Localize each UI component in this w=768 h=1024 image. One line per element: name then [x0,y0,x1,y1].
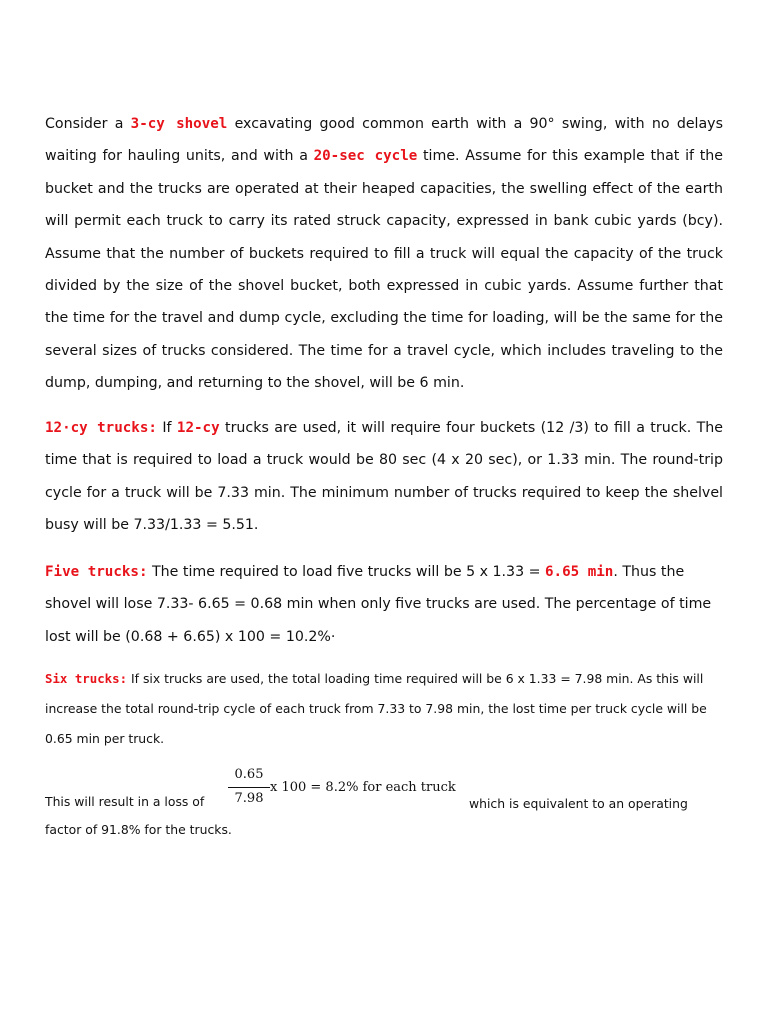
text: If [156,420,177,436]
formula-after-text: which is equivalent to an operating [469,796,688,811]
highlight-shovel: 3-cy shovel [130,116,228,132]
fraction-bar [228,787,270,788]
paragraph-12cy-trucks [45,412,723,542]
heading-six-trucks: Six trucks: [45,671,128,686]
heading-five-trucks: Five trucks: [45,564,148,580]
closing-line: factor of 91.8% for the trucks. [45,822,232,837]
paragraph-six-trucks [45,664,723,754]
highlight-665-min: 6.65 min [545,564,614,580]
text: If six trucks are used, the total loading time required will be 6 x 1.33 = 7.98 min. As this will increase the total round-trip cycle of each truck from 7.33 to 7.98 min, the lost time per truck cycle will be 0.65 min per truck. [45,671,707,746]
text: . Thus the shovel will lose 7.33- 6.65 = 0.68 min when only five trucks are used. The percentage of time lost will be (0.68 + 6.65) x 100 = 10.2%· [45,564,712,645]
text: The time required to load five trucks will be 5 x 1.33 = [147,564,546,580]
highlight-cycle: 20-sec cycle [313,148,418,165]
paragraph-intro [45,108,723,400]
fraction-numerator: 0.65 [234,767,264,782]
formula-lead-text: This will result in a loss of [45,794,205,809]
formula-tail: x 100 = 8.2% for each truck [270,780,456,795]
formula-row [45,766,723,816]
fraction-denominator: 7.98 [234,791,264,806]
highlight-12cy: 12-cy [176,420,220,436]
text: Consider a [45,116,131,132]
heading-12cy-trucks: 12·cy trucks: [45,420,157,436]
text: trucks are used, it will require four buckets (12 /3) to fill a truck. The time that is required to load a truck would be 80 sec (4 x 20 sec), or 1.33 min. The round-trip cycle for a truck will be 7.33 min. The minimum number of trucks required to keep the shelvel busy will be 7.33/1.33 = 5.51. [45,420,723,534]
paragraph-five-trucks [45,556,723,653]
text: time. Assume for this example that if the bucket and the trucks are operated at their heaped capacities, the swelling effect of the earth will permit each truck to carry its rated struck capacity, expressed in bank cubic yards (bcy). Assume that the number of buckets required to fill a truck will equal the capacity of the truck divided by the size of the shovel bucket, both expressed in cubic yards. Assume further that the time for the travel and dump cycle, excluding the time for loading, will be the same for the several sizes of trucks considered. The time for a travel cycle, which includes traveling to the dump, dumping, and returning to the shovel, will be 6 min. [45,148,723,392]
text: excavating good common earth with a 90° swing, with no delays waiting for hauling units, and with a [45,116,723,165]
fraction [228,766,270,808]
